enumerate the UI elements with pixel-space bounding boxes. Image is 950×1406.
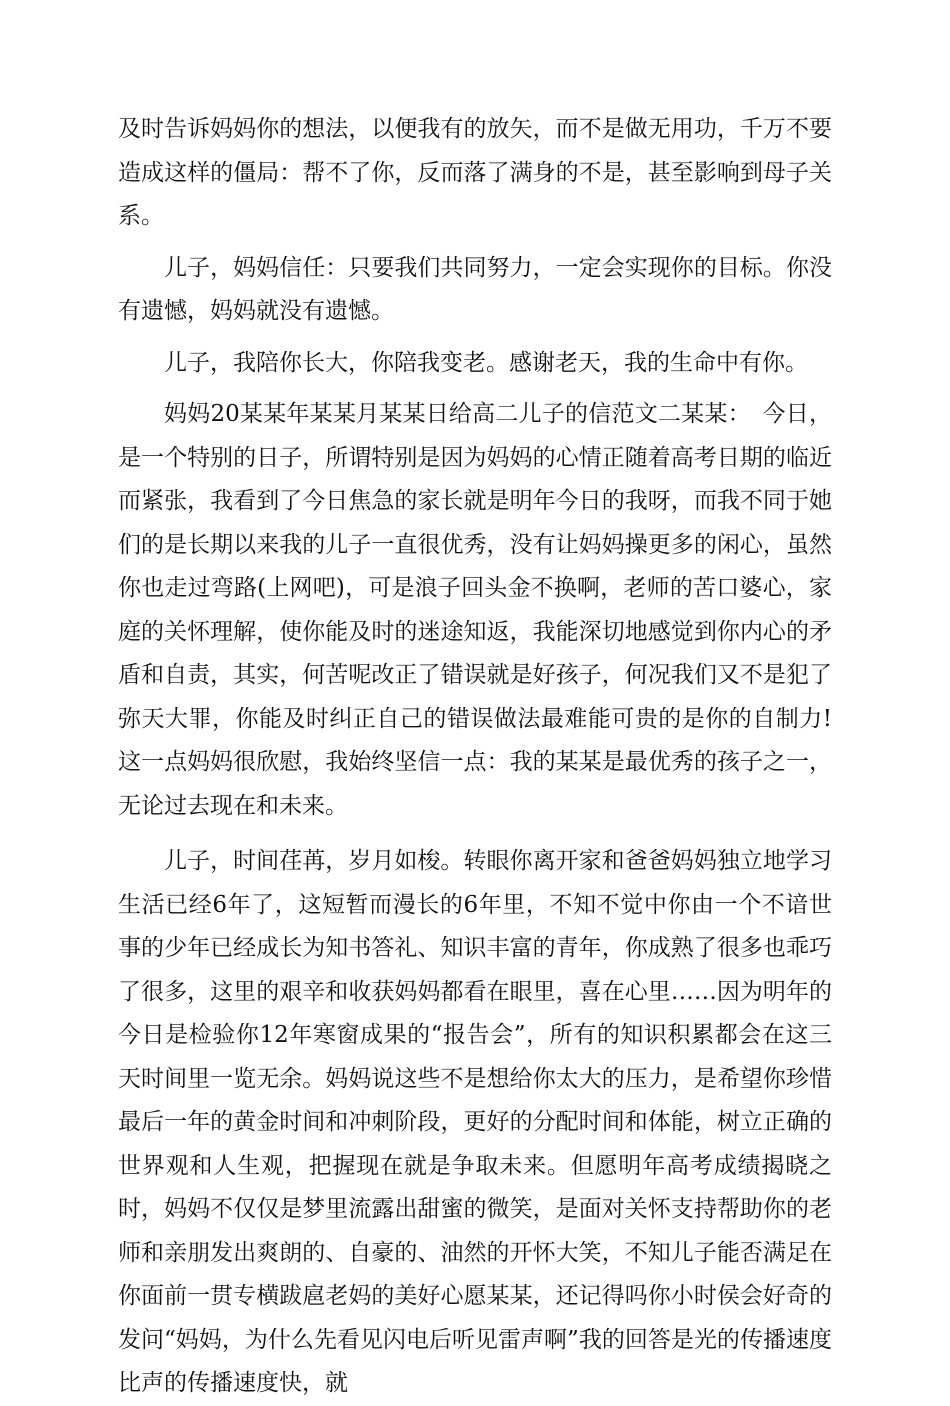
- paragraph-letter-two: 妈妈20某某年某某月某某日给高二儿子的信范文二某某： 今日，是一个特别的日子，所谓特别是因为妈妈的心情正随着高考日期的临近而紧张，我看到了今日焦急的家长就是明年今日的我呀，而我不同于她们的是长期以来我的儿子一直很优秀，没有让妈妈操更多的闲心，虽然你也走过弯路(上网吧)，可是浪子回头金不换啊，老师的苦口婆心，家庭的关怀理解，使你能及时的迷途知返，我能深切地感觉到你内心的矛盾和自责，其实，何苦呢改正了错误就是好孩子，何况我们又不是犯了弥天大罪，你能及时纠正自己的错误做法最难能可贵的是你的自制力!这一点妈妈很欣慰，我始终坚信一点：我的某某是最优秀的孩子之一，无论过去现在和未来。: [118, 401, 832, 819]
- paragraph-grow-old: 儿子，我陪你长大，你陪我变老。感谢老天，我的生命中有你。: [164, 349, 808, 376]
- paragraph-trust: 儿子，妈妈信任：只要我们共同努力，一定会实现你的目标。你没有遗憾，妈妈就没有遗憾。: [118, 254, 832, 324]
- paragraph-continuation: 及时告诉妈妈你的想法，以便我有的放矢，而不是做无用功，千万不要造成这样的僵局：帮不了你，反而落了满身的不是，甚至影响到母子关系。: [118, 116, 832, 229]
- paragraph-time-flies: 儿子，时间荏苒，岁月如梭。转眼你离开家和爸爸妈妈独立地学习生活已经6年了，这短暂而漫长的6年里，不知不觉中你由一个不谙世事的少年已经成长为知书答礼、知识丰富的青年，你成熟了很多也乖巧了很多，这里的艰辛和收获妈妈都看在眼里，喜在心里……因为明年的今日是检验你12年寒窗成果的“报告会”，所有的知识积累都会在这三天时间里一览无余。妈妈说这些不是想给你太大的压力，是希望你珍惜最后一年的黄金时间和冲刺阶段，更好的分配时间和体能，树立正确的世界观和人生观，把握现在就是争取未来。但愿明年高考成绩揭晓之时，妈妈不仅仅是梦里流露出甜蜜的微笑，是面对关怀支持帮助你的老师和亲朋发出爽朗的、自豪的、油然的开怀大笑，不知儿子能否满足在你面前一贯专横跋扈老妈的美好心愿某某，还记得吗你小时侯会好奇的发问“妈妈，为什么先看见闪电后听见雷声啊”我的回答是光的传播速度比声的传播速度快，就: [118, 848, 832, 1396]
- document-body: [118, 108, 832, 1406]
